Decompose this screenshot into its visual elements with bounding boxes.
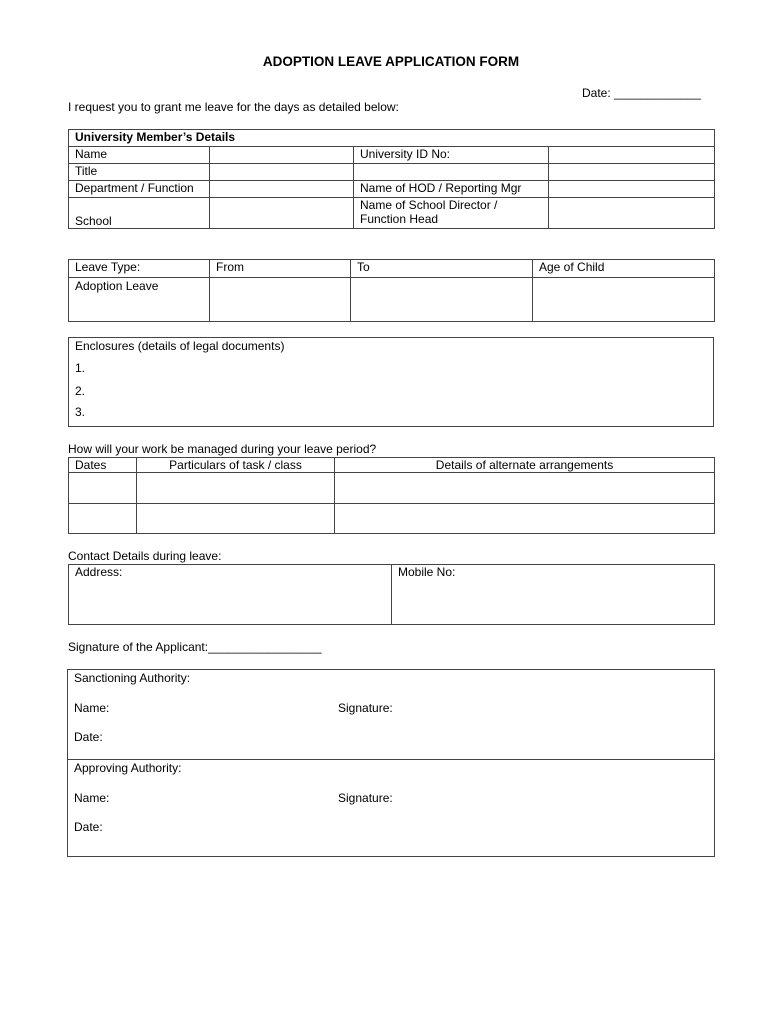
director-label	[354, 198, 549, 229]
member-details-heading: University Member’s Details	[69, 130, 715, 147]
leave-type-label: Leave Type:	[69, 260, 210, 278]
director-label-line2: Function Head	[360, 212, 439, 226]
university-id-label: University ID No:	[354, 147, 549, 164]
approving-heading: Approving Authority:	[74, 761, 182, 775]
age-of-child-label: Age of Child	[533, 260, 715, 278]
name-label: Name	[69, 147, 210, 164]
authorities-box	[67, 669, 715, 857]
work-row-1-details[interactable]	[335, 473, 715, 504]
sanctioning-heading: Sanctioning Authority:	[74, 671, 191, 685]
work-row-2-task[interactable]	[137, 504, 335, 534]
title-label: Title	[69, 164, 210, 181]
leave-from-input[interactable]	[210, 278, 351, 322]
work-row-1-task[interactable]	[137, 473, 335, 504]
title-row-empty	[354, 164, 549, 181]
hod-input[interactable]	[549, 181, 715, 198]
col-task: Particulars of task / class	[137, 458, 335, 473]
leave-type-value: Adoption Leave	[69, 278, 210, 322]
leave-to-input[interactable]	[351, 278, 533, 322]
director-label-line1: Name of School Director /	[360, 198, 498, 212]
col-dates: Dates	[69, 458, 137, 473]
school-input[interactable]	[210, 198, 354, 229]
school-label: School	[69, 198, 210, 229]
leave-to-label: To	[351, 260, 533, 278]
age-of-child-input[interactable]	[533, 278, 715, 322]
enclosure-item-1: 1.	[75, 361, 86, 375]
enclosure-item-2: 2.	[75, 384, 86, 398]
work-row-2-details[interactable]	[335, 504, 715, 534]
approving-signature[interactable]: Signature:	[338, 791, 393, 805]
applicant-signature[interactable]: Signature of the Applicant:_________________	[68, 640, 322, 654]
page-title: ADOPTION LEAVE APPLICATION FORM	[262, 54, 520, 69]
sanctioning-name[interactable]: Name:	[74, 701, 110, 715]
date-field[interactable]: Date: _____________	[582, 86, 701, 100]
work-question: How will your work be managed during your leave period?	[68, 442, 377, 456]
leave-table	[68, 259, 715, 322]
department-input[interactable]	[210, 181, 354, 198]
work-row-2-dates[interactable]	[69, 504, 137, 534]
title-row-empty-2	[549, 164, 715, 181]
enclosures-box[interactable]	[68, 337, 714, 427]
title-input[interactable]	[210, 164, 354, 181]
department-label: Department / Function	[69, 181, 210, 198]
enclosures-label: Enclosures (details of legal documents)	[75, 339, 285, 353]
name-input[interactable]	[210, 147, 354, 164]
contact-table	[68, 564, 715, 625]
enclosure-item-3: 3.	[75, 405, 86, 419]
address-field[interactable]: Address:	[69, 565, 392, 625]
sanctioning-signature[interactable]: Signature:	[338, 701, 393, 715]
university-id-input[interactable]	[549, 147, 715, 164]
intro-text: I request you to grant me leave for the days as detailed below:	[68, 100, 399, 114]
approving-date[interactable]: Date:	[74, 820, 103, 834]
approving-name[interactable]: Name:	[74, 791, 110, 805]
col-details: Details of alternate arrangements	[335, 458, 715, 473]
hod-label: Name of HOD / Reporting Mgr	[354, 181, 549, 198]
contact-heading: Contact Details during leave:	[68, 549, 222, 563]
work-row-1-dates[interactable]	[69, 473, 137, 504]
sanctioning-date[interactable]: Date:	[74, 730, 103, 744]
director-input[interactable]	[549, 198, 715, 229]
member-details-table	[68, 129, 715, 229]
work-table	[68, 457, 715, 534]
authorities-divider	[68, 759, 714, 760]
leave-from-label: From	[210, 260, 351, 278]
mobile-field[interactable]: Mobile No:	[392, 565, 715, 625]
